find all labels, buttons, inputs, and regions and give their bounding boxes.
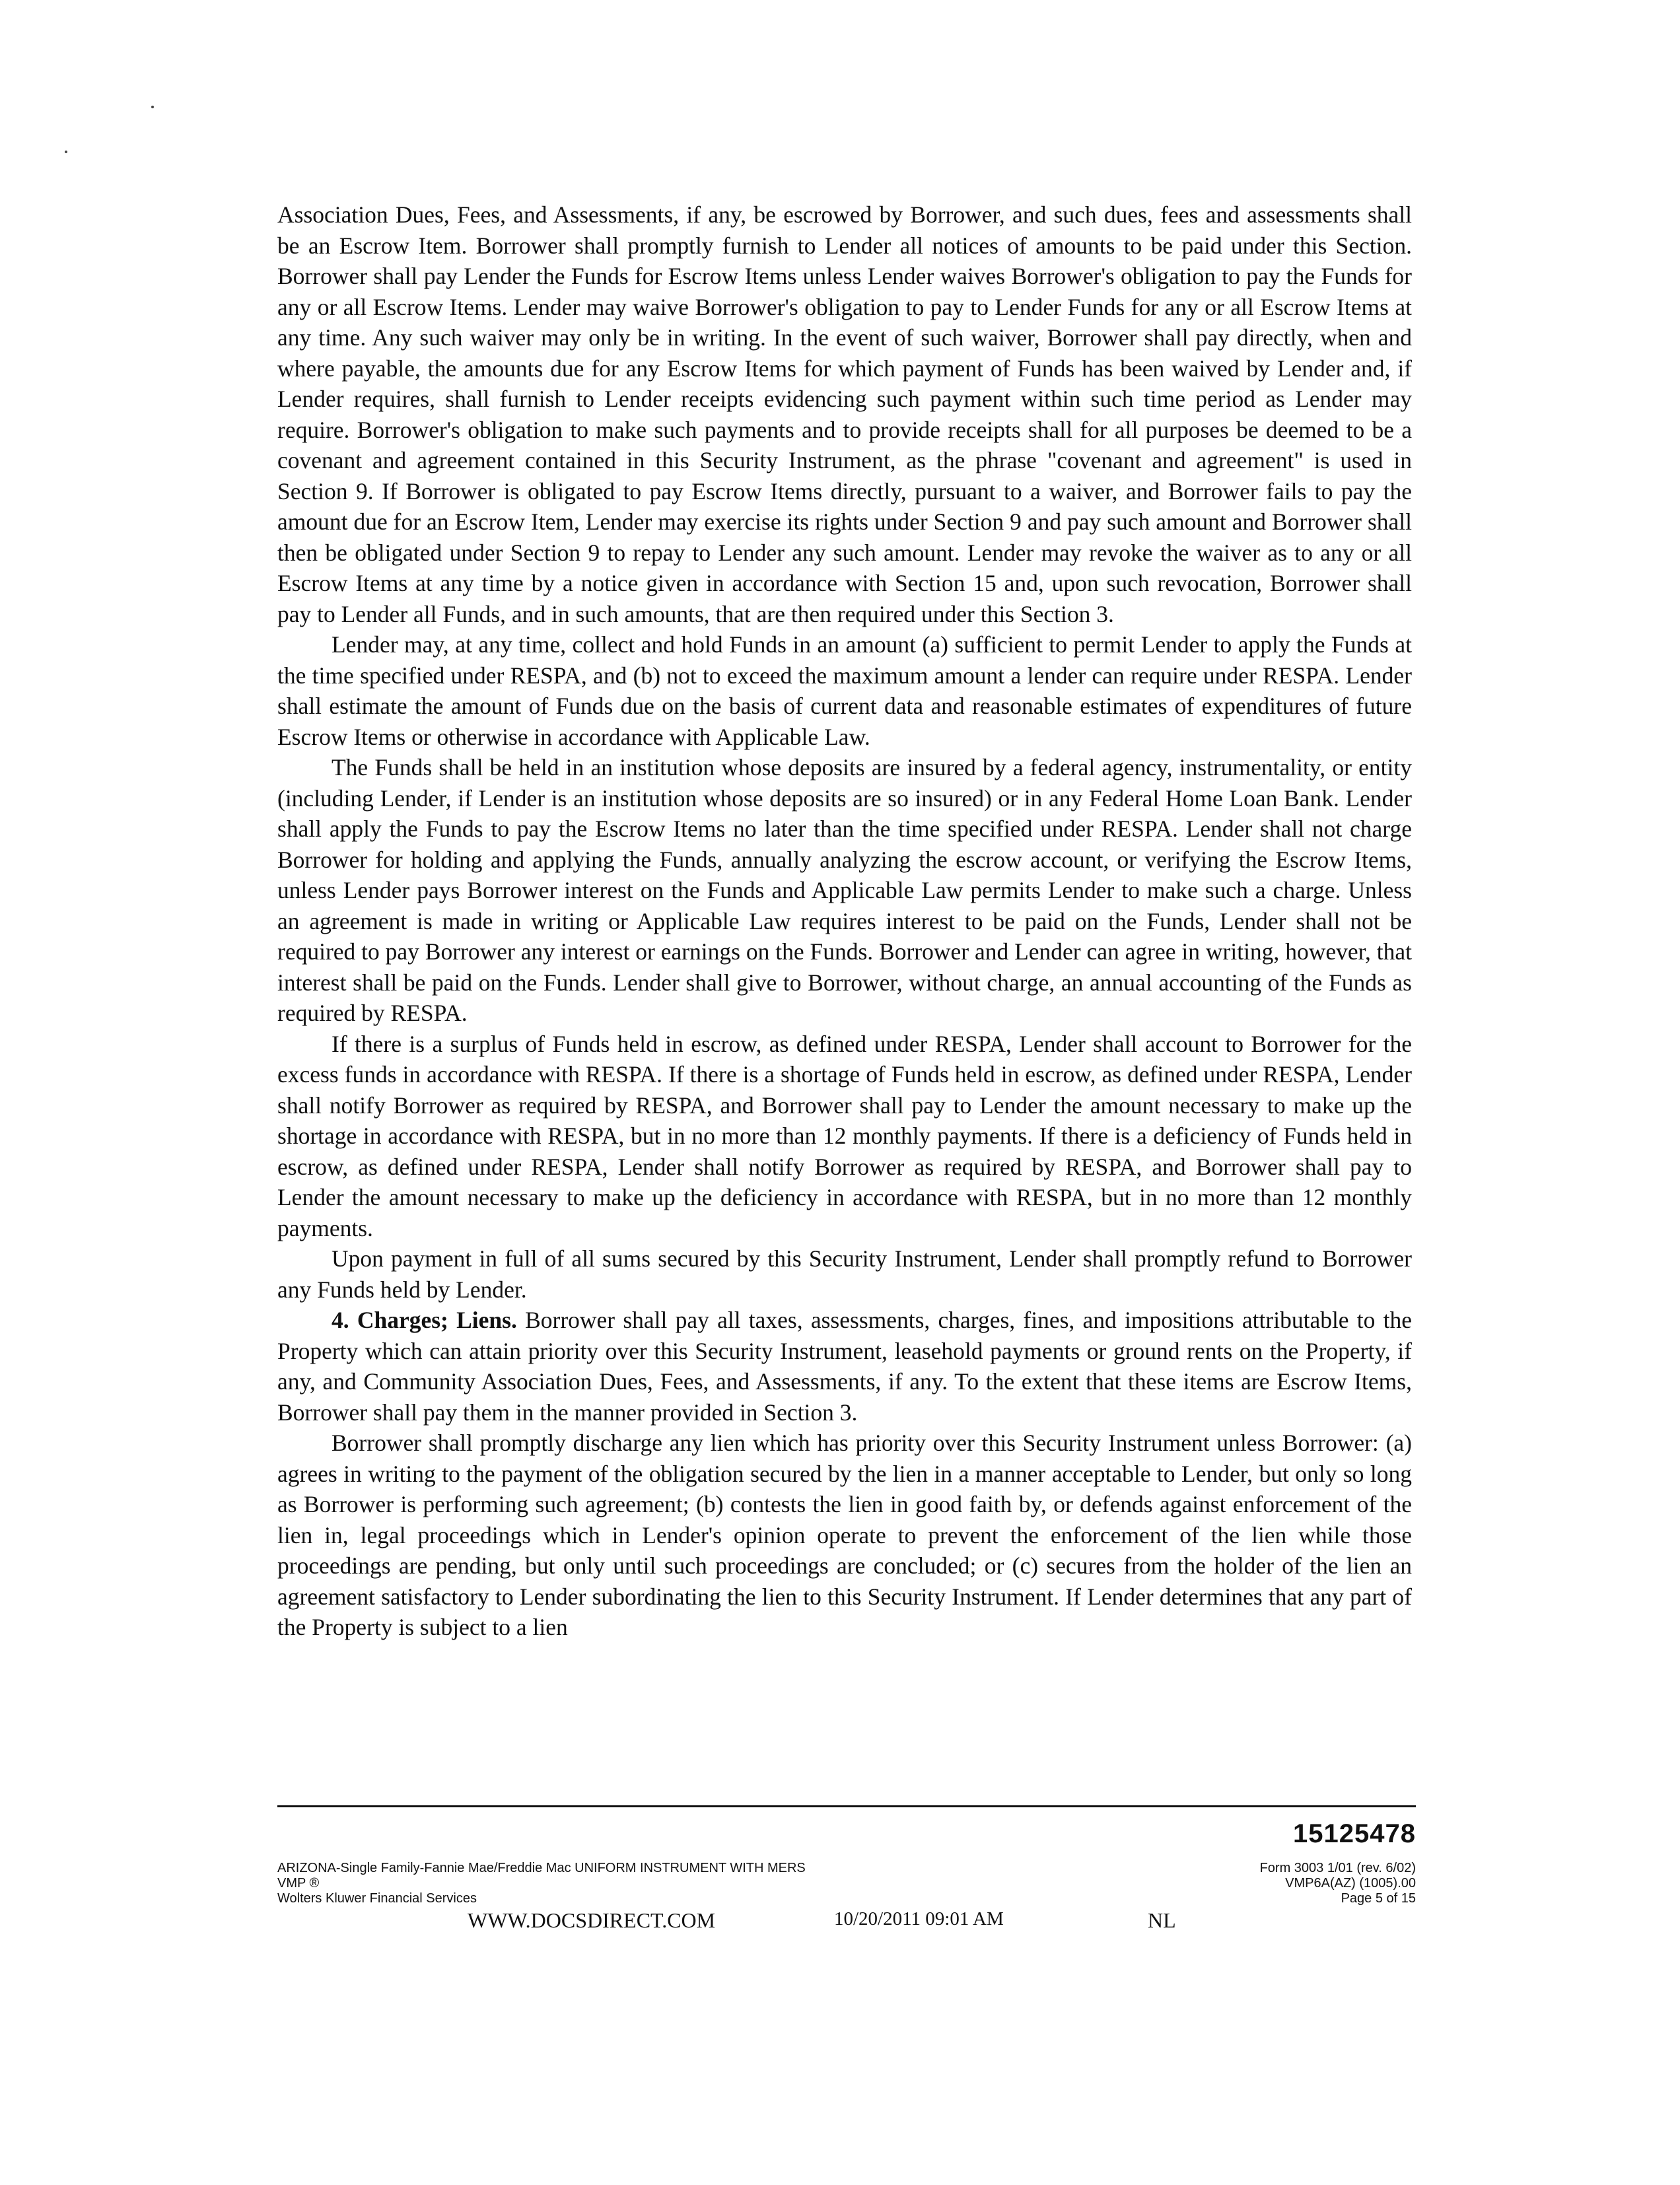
paragraph: Association Dues, Fees, and Assessments, if any, be escrowed by Borrower, and such dues, fees and assessments shall be an Escrow Item. Borrower shall promptly furnish to Lender all notices of amounts to be paid under this Section. Borrower shall pay Lender the Funds for Escrow Items unless Lender waives Borrower's obligation to pay the Funds for any or all Escrow Items. Lender may waive Borrower's obligation to pay to Lender Funds for any or all Escrow Items at any time. Any such waiver may only be in writing. In the event of such waiver, Borrower shall pay directly, when and where payable, the amounts due for any Escrow Items for which payment of Funds has been waived by Lender and, if Lender requires, shall furnish to Lender receipts evidencing such payment within such time period as Lender may require. Borrower's obligation to make such payments and to provide receipts shall for all purposes be deemed to be a covenant and agreement contained in this Security Instrument, as the phrase "covenant and agreement" is used in Section 9. If Borrower is obligated to pay Escrow Items directly, pursuant to a waiver, and Borrower fails to pay the amount due for an Escrow Item, Lender may exercise its rights under Section 9 and pay such amount and Borrower shall then be obligated under Section 9 to repay to Lender any such amount. Lender may revoke the waiver as to any or all Escrow Items at any time by a notice given in accordance with Section 15 and, upon such revocation, Borrower shall pay to Lender all Funds, and in such amounts, that are then required under this Section 3.	[277, 201, 1412, 627]
paragraph: The Funds shall be held in an institution whose deposits are insured by a federal agency, instrumentality, or entity (including Lender, if Lender is an institution whose deposits are so insured) or in any Federal Home Loan Bank. Lender shall apply the Funds to pay the Escrow Items no later than the time specified under RESPA. Lender shall not charge Borrower for holding and applying the Funds, annually analyzing the escrow account, or verifying the Escrow Items, unless Lender pays Borrower interest on the Funds and Applicable Law permits Lender to make such a charge. Unless an agreement is made in writing or Applicable Law requires interest to be paid on the Funds, Lender shall not be required to pay Borrower any interest or earnings on the Funds. Borrower and Lender can agree in writing, however, that interest shall be paid on the Funds. Lender shall give to Borrower, without charge, an annual accounting of the Funds as required by RESPA.	[277, 754, 1412, 1026]
form-number: Form 3003 1/01 (rev. 6/02)	[1259, 1861, 1416, 1875]
document-number: 15125478	[1293, 1819, 1416, 1848]
scan-speck	[65, 151, 67, 153]
footer-divider	[277, 1805, 1416, 1807]
website-stamp: WWW.DOCSDIRECT.COM	[468, 1908, 716, 1932]
document-body	[277, 199, 1412, 1643]
paragraph: Lender may, at any time, collect and hold Funds in an amount (a) sufficient to permit Lender to apply the Funds at the time specified under RESPA, and (b) not to exceed the maximum amount a lender can require under RESPA. Lender shall estimate the amount of Funds due on the basis of current data and reasonable estimates of expenditures of future Escrow Items or otherwise in accordance with Applicable Law.	[277, 631, 1412, 750]
form-title: ARIZONA-Single Family-Fannie Mae/Freddie Mac UNIFORM INSTRUMENT WITH MERS	[277, 1861, 806, 1875]
vmp-mark: VMP ®	[277, 1876, 320, 1890]
section-4-paragraph	[277, 1305, 1412, 1428]
section-4-heading: 4. Charges; Liens.	[332, 1307, 517, 1333]
scan-speck	[151, 106, 154, 108]
timestamp-stamp: 10/20/2011 09:01 AM	[834, 1908, 1004, 1929]
initials-stamp: NL	[1148, 1908, 1176, 1932]
paragraph: Borrower shall promptly discharge any lien which has priority over this Security Instrument unless Borrower: (a) agrees in writing to the payment of the obligation secured by the lien in a manner acceptable to Lender, but only so long as Borrower is performing such agreement; (b) contests the lien in good faith by, or defends against enforcement of the lien in, legal proceedings which in Lender's opinion operate to prevent the enforcement of the lien while those proceedings are pending, but only until such proceedings are concluded; or (c) secures from the holder of the lien an agreement satisfactory to Lender subordinating the lien to this Security Instrument. If Lender determines that any part of the Property is subject to a lien	[277, 1430, 1412, 1640]
form-code: VMP6A(AZ) (1005).00	[1285, 1876, 1416, 1890]
form-reference	[1260, 1861, 1416, 1906]
form-description	[277, 1861, 806, 1906]
page-number: Page 5 of 15	[1341, 1891, 1416, 1906]
paragraph: Upon payment in full of all sums secured by this Security Instrument, Lender shall promptly refund to Borrower any Funds held by Lender.	[277, 1245, 1412, 1303]
section-4-text: Borrower shall pay all taxes, assessments, charges, fines, and impositions attributable to the Property which can attain priority over this Security Instrument, leasehold payments or ground rents on the Property, if any, and Community Association Dues, Fees, and Assessments, if any. To the extent that these items are Escrow Items, Borrower shall pay them in the manner provided in Section 3.	[277, 1307, 1413, 1426]
publisher: Wolters Kluwer Financial Services	[277, 1891, 477, 1906]
paragraph: If there is a surplus of Funds held in escrow, as defined under RESPA, Lender shall account to Borrower for the excess funds in accordance with RESPA. If there is a shortage of Funds held in escrow, as defined under RESPA, Lender shall notify Borrower as required by RESPA, and Borrower shall pay to Lender the amount necessary to make up the shortage in accordance with RESPA, but in no more than 12 monthly payments. If there is a deficiency of Funds held in escrow, as defined under RESPA, Lender shall notify Borrower as required by RESPA, and Borrower shall pay to Lender the amount necessary to make up the deficiency in accordance with RESPA, but in no more than 12 monthly payments.	[277, 1030, 1412, 1241]
